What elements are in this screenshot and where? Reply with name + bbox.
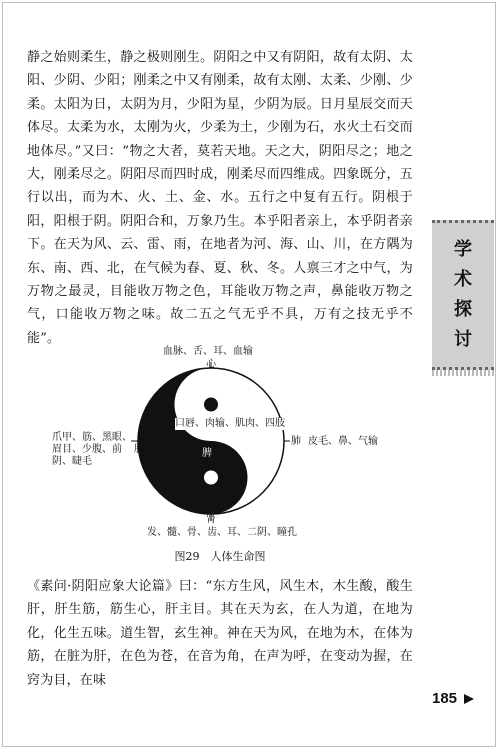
liver-correspondences-2: 眉目、少腹、前 (52, 444, 122, 455)
spleen-label: 脾 (202, 448, 212, 459)
lung-correspondences: 皮毛、鼻、气输 (308, 436, 378, 447)
heart-correspondences: 血脉、舌、耳、血输 (163, 346, 253, 357)
triangle-arrow-icon (463, 693, 475, 705)
section-title (432, 235, 494, 355)
body-paragraph-bottom: 《素问·阴阳应象大论篇》曰：“东方生风，风生木，木生酸，酸生肝，肝生筋，筋生心，肝主目。其在天为玄，在人为道，在地为化，化生五味。道生智，玄生神。神在天为风，在地为木，在体为筋，在脏为肝，在色为苍，在音为角，在声为呼，在变动为握，在窍为目，在味 (27, 579, 413, 688)
heart-label: 心 (206, 359, 216, 370)
page-number-text: 185 (432, 690, 458, 707)
lung-label: 肺 (291, 436, 301, 447)
section-title-text: 学术探讨 (454, 239, 472, 350)
page-number (432, 690, 475, 707)
yin-dot (204, 471, 218, 485)
body-paragraph-top: 静之始则柔生，静之极则刚生。阴阳之中又有阴阳，故有太阴、太阳、少阴、少阳；刚柔之中又有刚柔，故有太刚、太柔、少刚、少柔。太阳为日，太阴为月，少阳为星，少阴为辰。日月星辰交而天体尽。太柔为水，太刚为火，少柔为土，少刚为石，水火土石交而地体尽。”又曰：“物之大者，莫若天地。天之大，阴阳尽之；地之大，刚柔尽之。阴阳尽而四时成，刚柔尽而四维成。四象既分，五行以出，而为木、火、土、金、水。五行之中复有五行。阴根于阳，阳根于阴。阴阳合和，万象乃生。本乎阳者亲上，本乎阴者亲下。在天为风、云、雷、雨，在地者为河、海、山、川，在方隅为东、南、西、北，在气候为春、夏、秋、冬。人禀三才之中气，为万物之最灵，目能收万物之色，耳能收万物之声，鼻能收万物之气，口能收万物之味。故二五之气无乎不具，万有之技无乎不能”。 (27, 50, 413, 346)
section-side-tab (432, 220, 494, 370)
yang-dot (204, 398, 218, 412)
figure-caption: 图29 人体生命图 (174, 550, 266, 563)
liver-correspondences-1: 爪甲、筋、黑眼、 (52, 432, 132, 443)
liver-label: 肝 (134, 444, 144, 455)
yin-yang-figure (30, 340, 410, 540)
kidney-correspondences: 发、髓、骨、齿、耳、二阴、瞳孔 (147, 527, 297, 538)
side-divider (432, 370, 494, 376)
kidney-label: 肾 (206, 514, 216, 525)
liver-correspondences-3: 阴、睫毛 (52, 456, 92, 467)
spleen-correspondences: 口唇、肉输、肌肉、四肢 (175, 418, 285, 429)
